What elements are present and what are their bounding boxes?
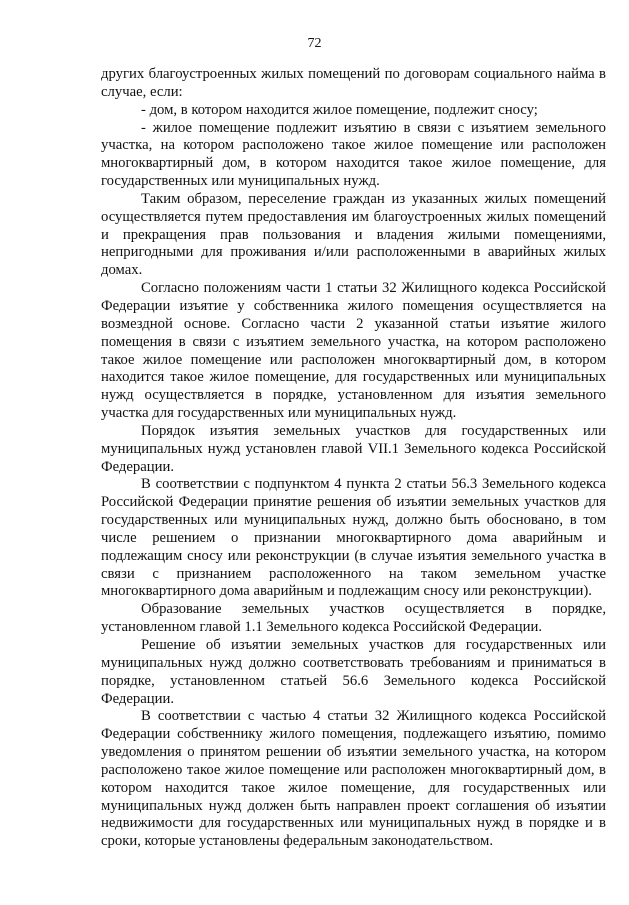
paragraph-seizure-procedure: Порядок изъятия земельных участков для государственных или муниципальных нужд установлен главой VII.1 Земельного кодекса Российской Федерации. xyxy=(101,422,606,475)
paragraph-continuation: других благоустроенных жилых помещений по договорам социального найма в случае, если: xyxy=(101,66,606,100)
paragraph-housing-code-art32: Согласно положениям части 1 статьи 32 Жилищного кодекса Российской Федерации изъятие у собственника жилого помещения осуществляется на возмездной основе. Согласно части 2 указанной статьи изъятие жилого помещения в связи с изъятием земельного участка, на котором расположено такое жилое помещение или расположен многоквартирный дом, в котором находится такое жилое помещение, для государственных или муниципальных нужд осуществляется в порядке, установленном для изъятия земельного участка для государственных или муниципальных нужд. xyxy=(101,280,606,422)
paragraph-resettlement: Таким образом, переселение граждан из указанных жилых помещений осуществляется путем предоставления им благоустроенных жилых помещений и прекращения прав пользования и владения жилыми помещениями, непригодными для проживания и/или расположенными в аварийных жилых домах. xyxy=(101,190,606,279)
list-item-demolition: - дом, в котором находится жилое помещение, подлежит сносу; xyxy=(141,101,538,118)
paragraph-land-formation: Образование земельных участков осуществляется в порядке, установленном главой 1.1 Земельного кодекса Российской Федерации. xyxy=(101,601,606,636)
document-body xyxy=(101,66,606,851)
paragraph-housing-code-part4: В соответствии с частью 4 статьи 32 Жилищного кодекса Российской Федерации собственнику жилого помещения, подлежащего изъятию, помимо уведомления о принятом решении об изъятии земельного участка, на котором расположено такое жилое помещение или расположен многоквартирный дом, в котором находится такое жилое помещение, для государственных или муниципальных нужд должен быть направлен проект соглашения об изъятии недвижимости для государственных или муниципальных нужд в порядке и в сроки, которые установлены федеральным законодательством. xyxy=(101,708,606,850)
page-number: 72 xyxy=(307,36,322,51)
paragraph-seizure-decision: Решение об изъятии земельных участков для государственных или муниципальных нужд должно соответствовать требованиям и приниматься в порядке, установленном статьей 56.6 Земельного кодекса Российской Федерации. xyxy=(101,637,606,707)
list-item-land-seizure: - жилое помещение подлежит изъятию в связи с изъятием земельного участка, на котором расположено такое жилое помещение или расположен многоквартирный дом, в котором находится такое жилое помещение, для государственных или муниципальных нужд. xyxy=(101,119,606,190)
paragraph-land-code-56-3: В соответствии с подпунктом 4 пункта 2 статьи 56.3 Земельного кодекса Российской Федерации принятие решения об изъятии земельных участков для государственных или муниципальных нужд, должно быть обосновано, в том числе решением о признании многоквартирного дома аварийным и подлежащим сносу или реконструкции (в случае изъятия земельного участка в связи с признанием расположенного на таком земельном участке многоквартирного дома аварийным и подлежащим сносу или реконструкции). xyxy=(101,476,606,600)
